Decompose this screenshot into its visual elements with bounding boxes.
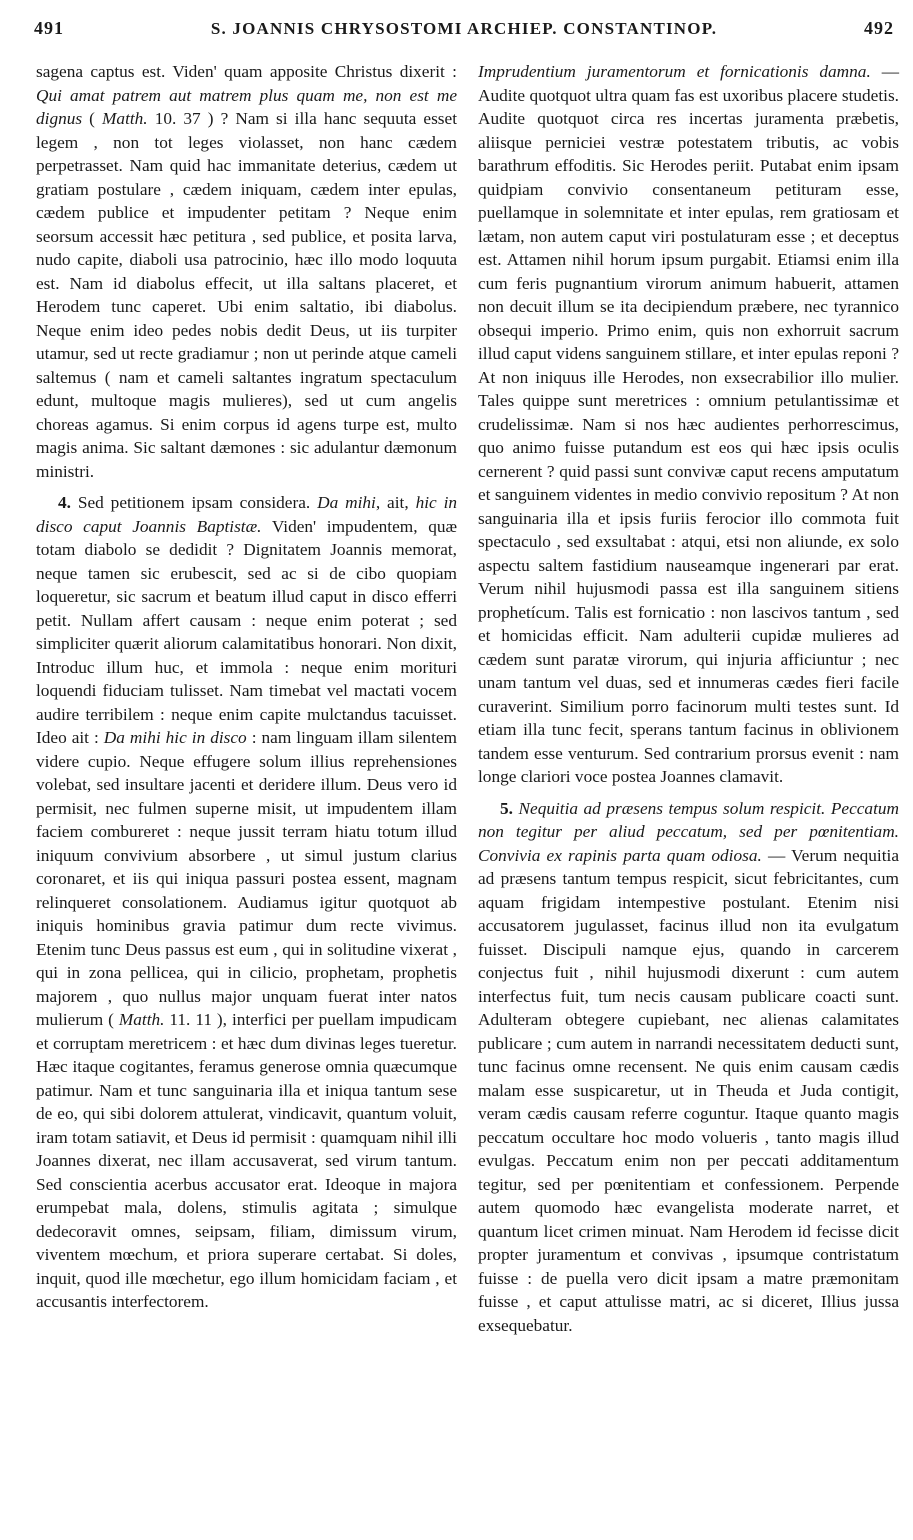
- text-run: Viden' impudentem, quæ totam diabolo se dedidit ? Dignitatem Joannis memorat, neque tamen sic erubescit, sed ac si de cibo quopiam loqueretur, sic sacrum et beatum illud caput in disco efferri petit. Nullam affert causam : neque enim poterat ; sed simpliciter quærit aliorum calamitatibus honorari. Non dixit, Introduc illum huc, et immola : neque enim morituri loquendi fiduciam tulisset. Nam timebat vel mactati vocem audire terribilem : neque enim capite mulctandus tacuisset. Ideo ait :: [36, 516, 457, 747]
- section-number: 5.: [500, 798, 513, 818]
- scripture-quote: hic in disco caput Joannis Baptistæ.: [36, 493, 458, 536]
- text-run: : nam linguam illam silentem videre cupio. Neque effugere solum illius reprehensiones volebat, sed insultare jacenti et deridere illum. Deus vero id permisit, nec fulmen superne misit, ut impudentem illam faciem combureret : neque jussit terram hiatu totum illud iniquum convivium absorbere , ut simul justum clarius coronaret, et iis qui iniqua passuri postea essent, magnam relinqueret consolationem. Audiamus igitur quotquot ab iniquis hominibus gravia patimur dum recte vivimus. Etenim tunc Deus passus est eum , qui in solitudine vixerat , qui in zona pellicea, qui in cilicio, prophetam, prophetis majorem , quo nullus major unquam fuerat inter natos mulierum (: [36, 728, 457, 1029]
- scripture-quote: Da mihi: [317, 493, 376, 512]
- text-run: 11. 11 ), interfici per puellam impudicam et corruptam meretricem : et hæc dum divinas leges tueretur. Hæc itaque cogitantes, feramus generose omnia quæcumque patimur. Nam et tunc sanguinaria illa et iniqua tantum sese de eo, qui sibi dolorem attulerat, vindicavit, quantum voluit, iram totam satiavit, et Deus id permisit : quamquam nihil illi Joannes dixerat, nec illam accusaverat, sed virum tantum. Sed conscientia acerbus accusator erat. Ideoque in majora erumpebat mala, dolens, stimulis agitata ; simulque dedecoravit omnes, seipsam, filiam, dimissum virum, viventem mœchum, et priora superare certabat. Si doles, inquit, quod ille mœchetur, ego illum homicidam faciam , et accusantis interfectorem.: [36, 1010, 457, 1311]
- text-run: 10. 37 ) ? Nam si illa hanc sequuta esset legem , non tot leges violasset, non hanc cædem perpetrasset. Nam quid hac immanitate deterius, cædem ut gratiam postulare , cædem iniquam, cædem inter epulas, cædem publice et impudenter petitam ? Neque enim seorsum accessit hæc petitura , sed publice, et posita larva, nudo capite, diaboli usa patrocinio, hæc illo modo loquuta est. Nam id diabolus effecit, ut illa saltans placeret, et Herodem tunc caperet. Ubi enim saltatio, ibi diabolus. Neque enim ideo pedes nobis dedit Deus, ut iis turpiter utamur, sed ut recte gradiamur ; non ut perinde atque cameli saltemus ( nam et cameli saltantes ingratum spectaculum edunt, multoque magis mulieres), sed ut cum angelis choreas agamus. Si enim corpus id agens turpe est, multo magis anima. Sic saltant dæmones : sic adulantur dæmonum ministri.: [36, 109, 457, 481]
- text-run: sagena captus est. Viden' quam apposite Christus dixerit :: [36, 62, 457, 81]
- paragraph-continuation: [36, 60, 457, 483]
- text-run: Sed petitionem ipsam considera.: [70, 493, 318, 512]
- scripture-citation: Matth.: [102, 109, 148, 128]
- scripture-quote: Qui amat patrem aut matrem plus quam me, non est me dignus: [36, 85, 457, 128]
- paragraph-5: [478, 797, 899, 1338]
- scripture-citation: Matth.: [118, 1010, 165, 1029]
- running-title: S. JOANNIS CHRYSOSTOMI ARCHIEP. CONSTANTINOP.: [210, 19, 718, 38]
- page-number-right: 492: [864, 18, 894, 38]
- page-header: [34, 18, 894, 48]
- text-run: (: [82, 109, 103, 128]
- page-number-left: 491: [34, 18, 64, 38]
- right-column: [478, 60, 899, 1337]
- text-run: , ait,: [375, 493, 416, 512]
- text-run: — Verum nequitia ad præsens tantum tempus respicit, sicut febricitantes, cum aquam frigidam intempestive postulant. Etenim nisi accusatorem jugulasset, facinus illud non ita evulgatum fuisset. Discipuli namque ejus, quando in carcerem conjectus fuit , nihil hujusmodi dixerunt : cum autem interfectus fuit, tum necis causam publicare coacti sunt. Adulteram obtegere cupiebant, nec alienas calamitates publicare ; cum autem in narrandi necessitatem deducti sunt, tunc facinus omne recensent. Ne quis enim causam cædis malam esse suspicaretur, ut in Theuda et Juda contigit, veram cædis causam referre coguntur. Itaque quanto magis peccatum occultare hoc modo volueris , tanto magis illud evulgas. Peccatum enim non per peccati additamentum tegitur, sed per pœnitentiam et confessionem. Perpende autem quomodo hæc evangelista moderate narret, et quantum licet crimen minuat. Nam Herodem id fecisse dicit propter juramentum et convivas , ipsumque contristatum fuisse : de puella vero dicit ipsam a matre præmonitam fuisse , et caput attulisse matri, ac si diceret, Illius jussa exsequebatur.: [478, 845, 899, 1335]
- paragraph-4: [36, 491, 457, 1314]
- paragraph-with-heading: [478, 60, 899, 789]
- text-run: — Audite quotquot ultra quam fas est uxoribus placere studetis. Audite quotquot circa res incertas juramenta præbetis, aliisque perniciei vestræ potestatem tributis, ac vobis barathrum effoditis. Sic Herodes periit. Putabat enim ipsam quidpiam convivio consentaneum petituram esse, puellamque in solemnitate et inter epulas, rem gratiosam et lætam, non autem caput viri postulaturam esse ; et deceptus est. Attamen nihil horum ipsum purgabit. Etiamsi enim illa cum feris pugnantium virorum animum habuerit, attamen non decuit illum se ita decipiendum præbere, nec tyrannico obsequi imperio. Primo enim, quis non exhorruit sacrum illud caput videns sanguinem stillare, et inter epulas reponi ? At non iniquus ille Herodes, non exsecrabilior illo mulier. Tales quippe sunt meretrices : omnium petulantissimæ et crudelissimæ. Nam si nos hæc audientes perhorrescimus, quo animo fuisse putandum est eos qui hæc ipsis oculis cernerent ? quid passi sunt convivæ caput recens amputatum et sanguinem videntes in medio convivio repositum ? At non sanguinaria illa et ipsis furiis ferocior illo commota fuit spectaculo , sed exsultabat : atqui, etsi non aliunde, ex solo aspectu saltem fastidium nauseamque ingenerari par erat. Verum nihil hujusmodi passa est illa sanguinem sitiens prophetícum. Talis est fornicatio : non lascivos tantum , sed et homicidas efficit. Nam adulterii cupidæ mulieres ad cædem sunt paratæ virorum, qui injuria afficiuntur ; nec unam tantum vel duas, sed et innumeras cædes fieri facile curaverint. Similium porro facinorum multi testes sunt. Id etiam illa tunc fecit, sperans tantum facinus in oblivionem tandem esse venturum. Sed contrarium prorsus evenit : nam longe clariori voce postea Joannes clamavit.: [478, 62, 899, 786]
- section-number: 4.: [58, 493, 71, 512]
- scripture-quote: Da mihi hic in disco: [103, 728, 247, 747]
- section-heading: Imprudentium juramentorum et fornicationis damna.: [478, 62, 871, 81]
- left-column: [36, 60, 457, 1314]
- section-summary: Nequitia ad præsens tempus solum respicit. Peccatum non tegitur per aliud peccatum, sed per pœnitentiam. Convivia ex rapinis parta quam odiosa.: [478, 798, 899, 865]
